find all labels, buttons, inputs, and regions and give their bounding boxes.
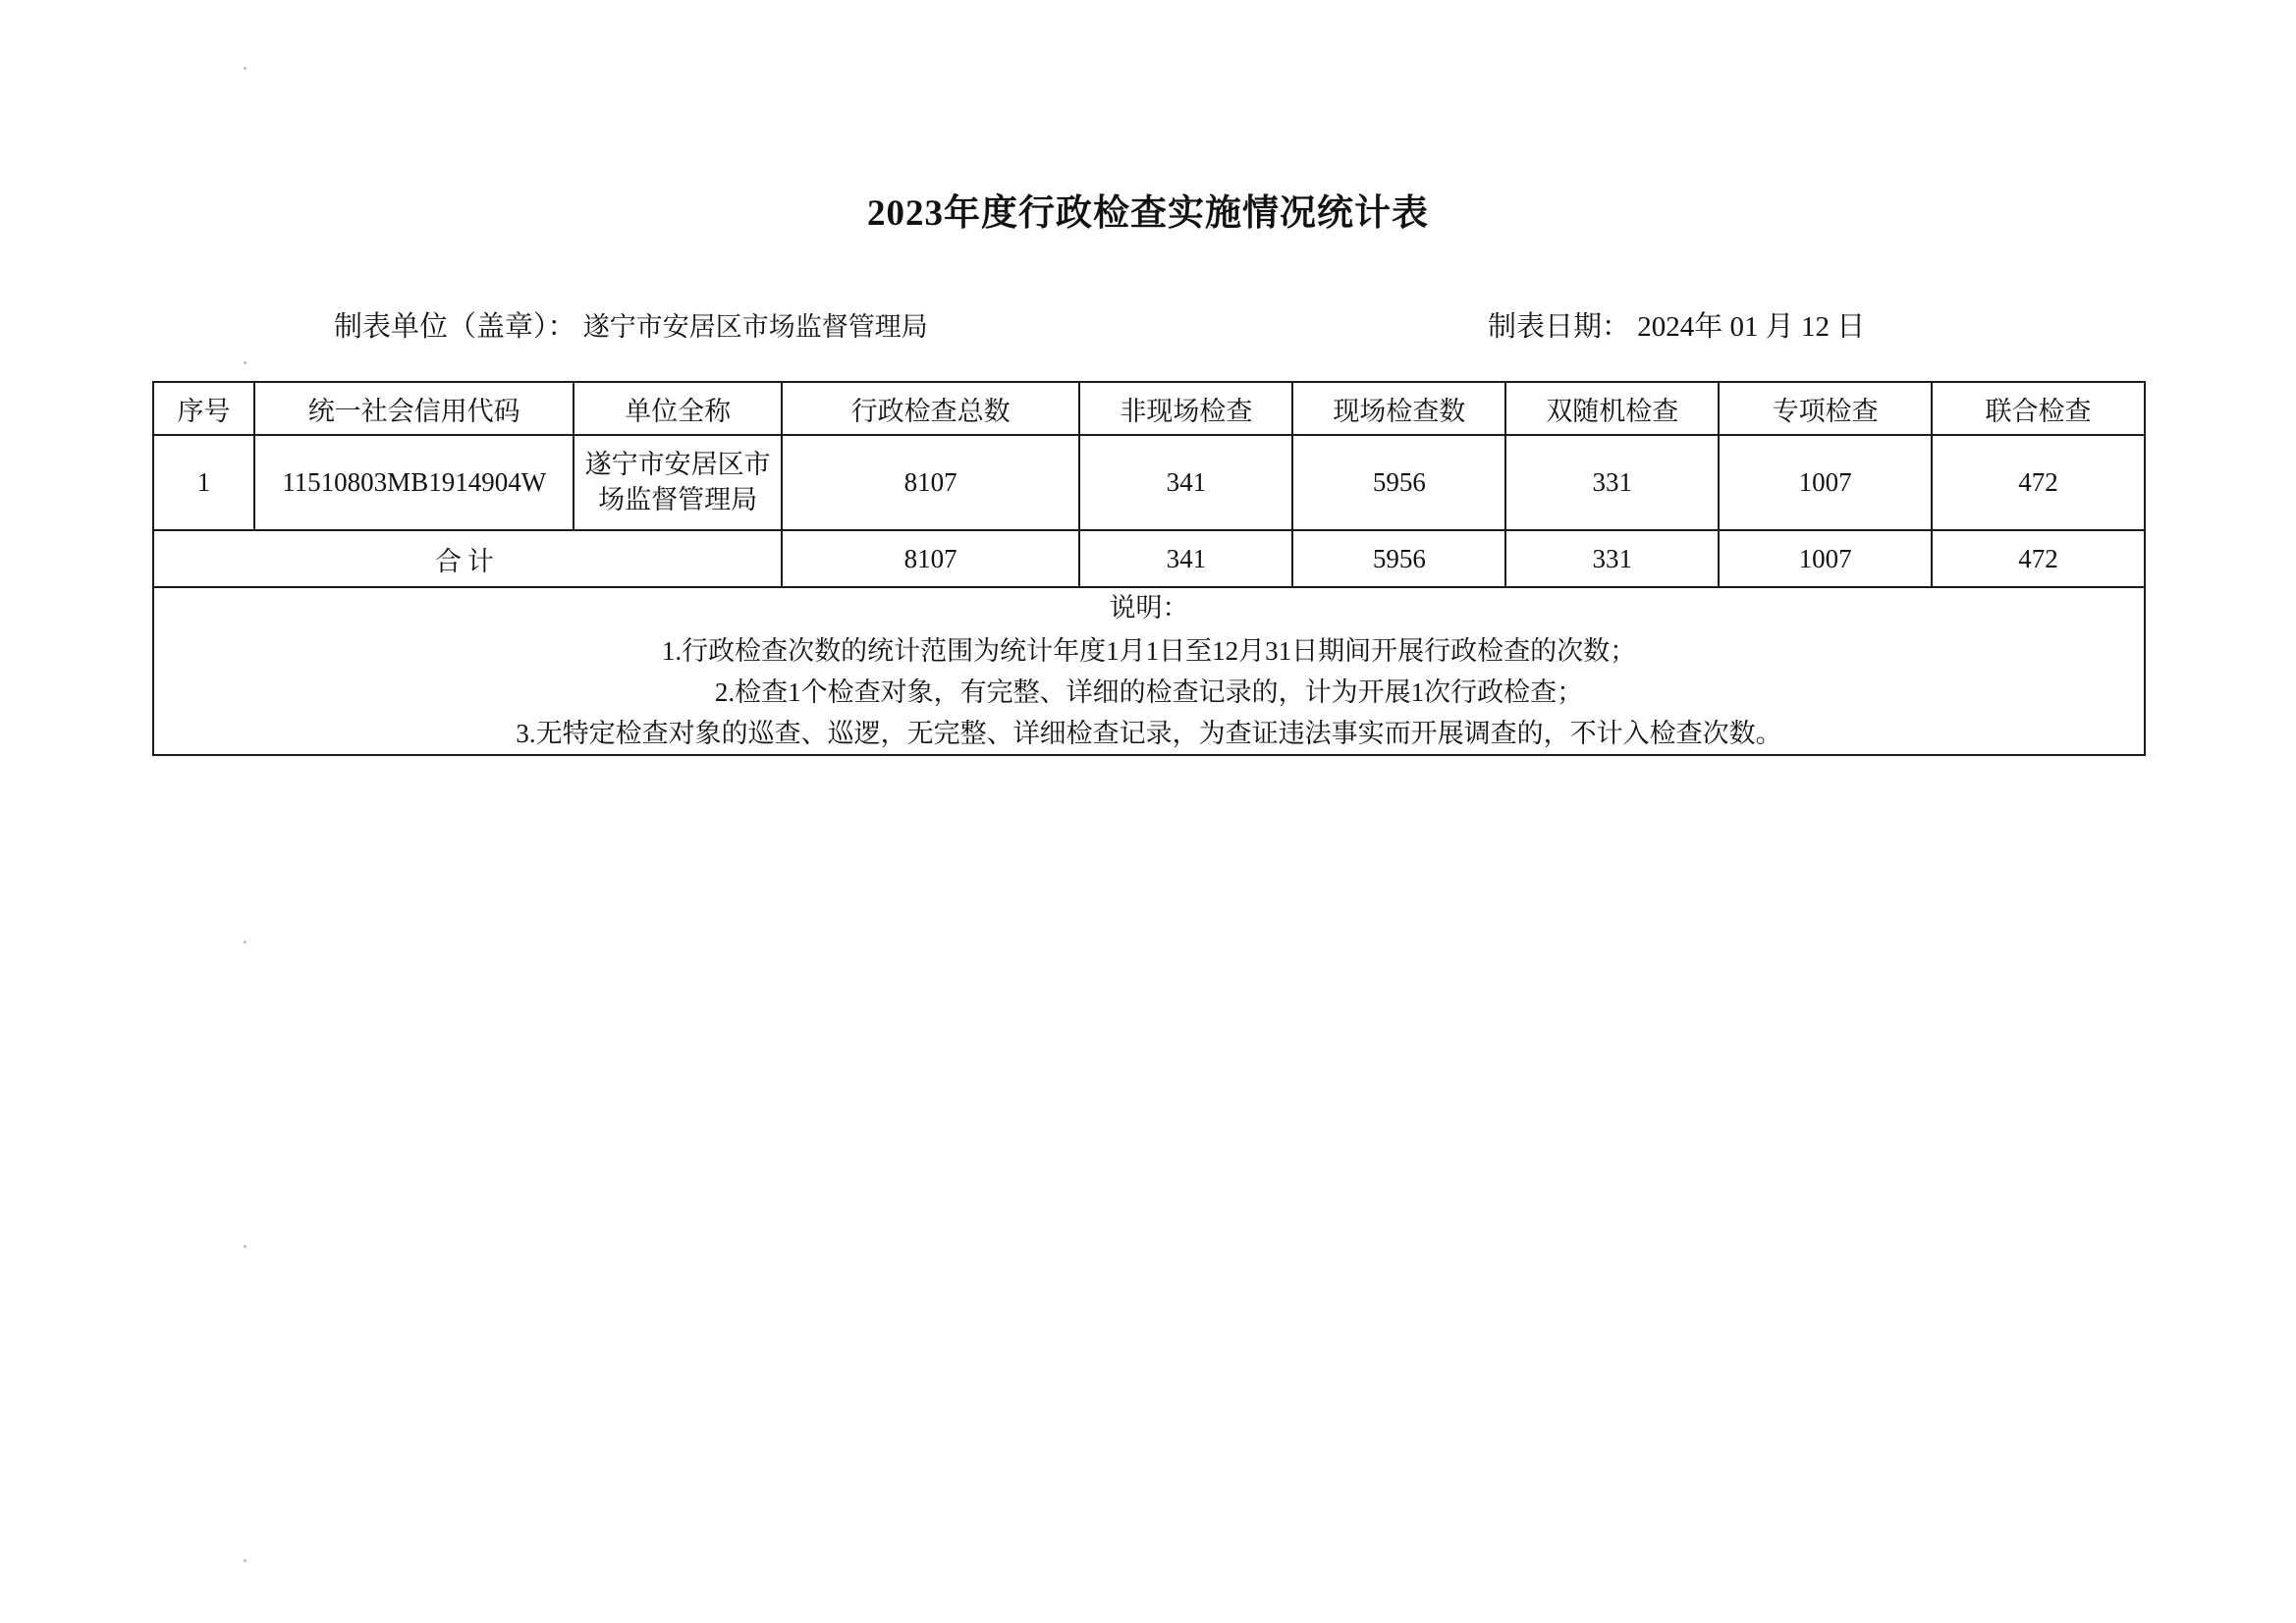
cell-onsite: 5956: [1292, 435, 1505, 530]
summary-special: 1007: [1719, 530, 1932, 587]
column-header-unit-name: 单位全称: [574, 382, 781, 435]
scan-artifact-dot: [244, 1559, 246, 1562]
column-header-total: 行政检查总数: [782, 382, 1080, 435]
summary-total: 8107: [782, 530, 1080, 587]
summary-label: 合计: [153, 530, 782, 587]
cell-joint: 472: [1932, 435, 2145, 530]
column-header-special: 专项检查: [1719, 382, 1932, 435]
notes-line-1: 1.行政检查次数的统计范围为统计年度1月1日至12月31日期间开展行政检查的次数；: [661, 635, 1637, 666]
summary-onsite: 5956: [1292, 530, 1505, 587]
summary-double-random: 331: [1505, 530, 1719, 587]
table-header-row: [153, 382, 2145, 435]
document-meta: [334, 304, 1984, 344]
table-summary-row: [153, 530, 2145, 587]
cell-credit-code: 11510803MB1914904W: [254, 435, 574, 530]
column-header-double-random: 双随机检查: [1505, 382, 1719, 435]
column-header-offsite: 非现场检查: [1079, 382, 1292, 435]
cell-offsite: 341: [1079, 435, 1292, 530]
maker-unit: [334, 304, 928, 345]
inspection-statistics-table: [152, 381, 2146, 756]
notes-line-2: 2.检查1个检查对象，有完整、详细的检查记录的，计为开展1次行政检查；: [714, 676, 1584, 707]
table-row: [153, 435, 2145, 530]
scan-artifact-dot: [244, 67, 246, 70]
summary-offsite: 341: [1079, 530, 1292, 587]
maker-unit-label: 制表单位（盖章）：: [334, 311, 576, 343]
scan-artifact-dot: [244, 361, 246, 364]
column-header-credit-code: 统一社会信用代码: [254, 382, 574, 435]
cell-double-random: 331: [1505, 435, 1719, 530]
summary-joint: 472: [1932, 530, 2145, 587]
cell-unit-name: 遂宁市安居区市场监督管理局: [574, 435, 781, 530]
page-title: 2023年度行政检查实施情况统计表: [867, 193, 1429, 234]
maker-date-label: 制表日期：: [1488, 311, 1631, 343]
column-header-onsite: 现场检查数: [1292, 382, 1505, 435]
column-header-seq: 序号: [153, 382, 254, 435]
cell-total: 8107: [782, 435, 1080, 530]
maker-unit-value: 遂宁市安居区市场监督管理局: [582, 312, 928, 342]
cell-seq: 1: [153, 435, 254, 530]
table-notes-row: [153, 587, 2145, 755]
cell-special: 1007: [1719, 435, 1932, 530]
notes-block: [153, 587, 2145, 755]
notes-title: 说明：: [1109, 593, 1189, 622]
maker-date-value: 2024年 01 月 12 日: [1637, 311, 1866, 343]
scan-artifact-dot: [244, 941, 246, 944]
column-header-joint: 联合检查: [1932, 382, 2145, 435]
notes-line-3: 3.无特定检查对象的巡查、巡逻，无完整、详细检查记录，为查证违法事实而开展调查的，不计入检查次数。: [516, 718, 1782, 748]
scan-artifact-dot: [244, 1245, 246, 1248]
maker-date: [1488, 304, 1865, 345]
